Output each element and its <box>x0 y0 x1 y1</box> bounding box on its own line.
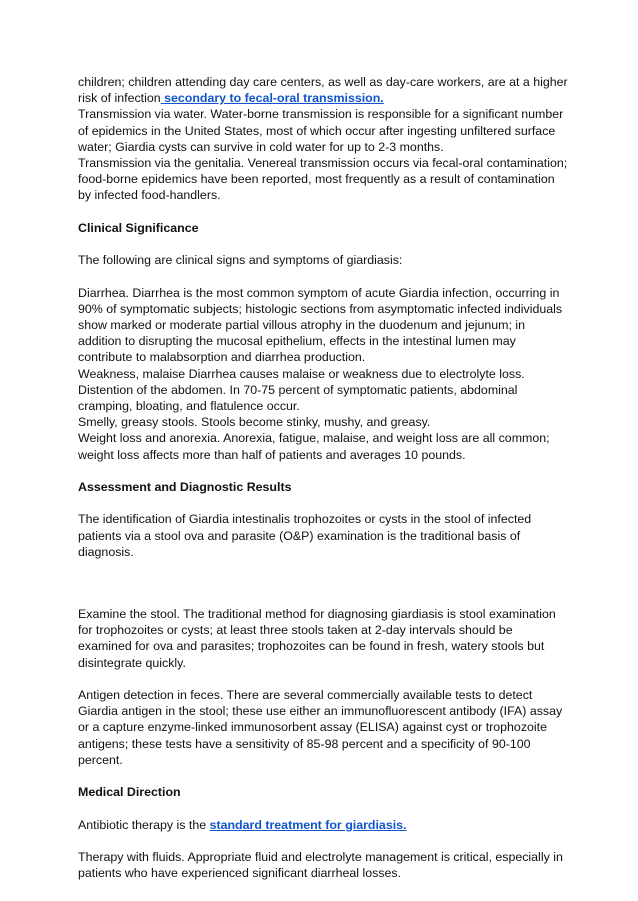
genitalia-transmission-paragraph: Transmission via the genitalia. Venereal transmission occurs via fecal-oral contamination; food-borne epidemics have been reported, most frequently as a result of contamination by infected food-handlers. <box>78 156 568 203</box>
daycare-text: children; children attending day care centers, as well as day-care workers, are at a higher risk of infection <box>78 75 568 106</box>
symptom-item: Distention of the abdomen. In 70-75 percent of symptomatic patients, abdominal cramping, bloating, and flatulence occur. <box>78 382 518 414</box>
symptom-item: Weakness, malaise Diarrhea causes malaise or weakness due to electrolyte loss. <box>78 366 525 381</box>
symptom-item: Weight loss and anorexia. Anorexia, fatigue, malaise, and weight loss are all common; weight loss affects more than half of patients and averages 10 pounds. <box>78 431 550 462</box>
medical-direction-heading: Medical Direction <box>78 785 181 800</box>
standard-treatment-link[interactable]: standard treatment for giardiasis. <box>209 817 407 832</box>
symptom-item: Smelly, greasy stools. Stools become stinky, mushy, and greasy. <box>78 415 431 430</box>
clinical-intro: The following are clinical signs and symptoms of giardiasis: <box>78 253 403 268</box>
water-transmission-paragraph: Transmission via water. Water-borne transmission is responsible for a significant number of epidemics in the United States, most of which occur after ingesting unfiltered surface water; Giardia cysts can survive in cold water for up to 2-3 months. <box>78 107 564 154</box>
antigen-detection-paragraph: Antigen detection in feces. There are several commercially available tests to detect Giardia antigen in the stool; these use either an immunofluorescent antibody (IFA) assay or a capture enzyme-linked immunosorbent assay (ELISA) against cyst or trophozoite antigens; these tests have a sensitivity of 85-98 percent and a specificity of 90-100 percent. <box>78 688 563 767</box>
antibiotic-text: Antibiotic therapy is the <box>78 817 210 832</box>
clinical-significance-heading: Clinical Significance <box>78 220 199 235</box>
fecal-oral-link[interactable]: secondary to fecal-oral transmission. <box>160 91 384 106</box>
stool-exam-paragraph: Examine the stool. The traditional method for diagnosing giardiasis is stool examination for trophozoites or cysts; at least three stools taken at 2-day intervals should be examined for ova and parasites; trophozoites can be found in fresh, watery stools but disintegrate quickly. <box>78 607 556 670</box>
daycare-paragraph <box>78 74 568 106</box>
assessment-heading: Assessment and Diagnostic Results <box>78 480 292 495</box>
assessment-intro: The identification of Giardia intestinalis trophozoites or cysts in the stool of infected patients via a stool ova and parasite (O&P) examination is the traditional basis of diagnosis. <box>78 512 532 559</box>
fluid-therapy-paragraph: Therapy with fluids. Appropriate fluid and electrolyte management is critical, especially in patients who have experienced significant diarrheal losses. <box>78 850 563 881</box>
symptom-item: Diarrhea. Diarrhea is the most common symptom of acute Giardia infection, occurring in 90% of symptomatic subjects; histologic sections from asymptomatic infected individuals show marked or moderate partial villous atrophy in the duodenum and jejunum; in addition to disrupting the mucosal epithelium, effects in the intestinal lumen may contribute to malabsorption and diarrhea production. <box>78 285 563 365</box>
antibiotic-paragraph <box>78 817 568 833</box>
document-page <box>78 74 568 881</box>
